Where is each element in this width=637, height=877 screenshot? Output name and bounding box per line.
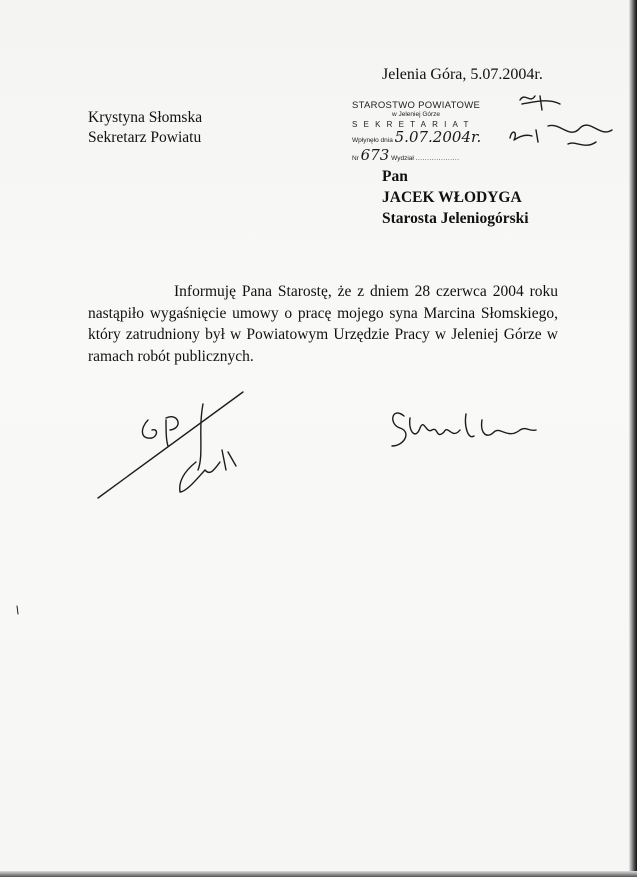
stamp-handwritten-note [510, 125, 612, 145]
diagonal-approval-line [98, 392, 243, 498]
recipient-salutation: Pan [382, 168, 408, 185]
approval-initials-gp [142, 417, 178, 446]
stamp-location: w Jeleniej Górze [392, 111, 441, 118]
stamp-received-label: Wpłynęło dnia [352, 137, 393, 144]
stamp-received-value: 5.07.2004r. [394, 128, 482, 146]
stamp-division-label: Wydział [391, 155, 414, 162]
sender-title: Sekretarz Powiatu [88, 129, 202, 146]
stamp-department: SEKRETARIAT [352, 120, 475, 129]
sender-name: Krystyna Słomska [88, 109, 203, 126]
margin-mark [17, 606, 18, 614]
sender-signature [392, 413, 536, 446]
stamp-office: STAROSTWO POWIATOWE [352, 100, 481, 111]
scan-edge-bottom [0, 871, 637, 877]
recipient-name: JACEK WŁODYGA [382, 189, 522, 206]
place-and-date: Jelenia Góra, 5.07.2004r. [382, 66, 543, 83]
letter-body: Informuję Pana Starostę, że z dniem 28 czerwca 2004 roku nastąpiło wygaśnięcie umowy o pracę mojego syna Marcina Słomskiego, który zatrudniony był w Powiatowym Urzędzie Pracy w Jeleniej Górze w ramach robót publicznych. [88, 283, 558, 365]
scan-edge-right [629, 0, 637, 877]
stamp-number-label: Nr [352, 155, 359, 162]
stamp-initials-mark [520, 96, 560, 110]
recipient-title: Starosta Jeleniogórski [382, 210, 529, 227]
stamp-division-dots: ................... [415, 155, 460, 162]
stamp-number-value: 673 [360, 146, 390, 164]
